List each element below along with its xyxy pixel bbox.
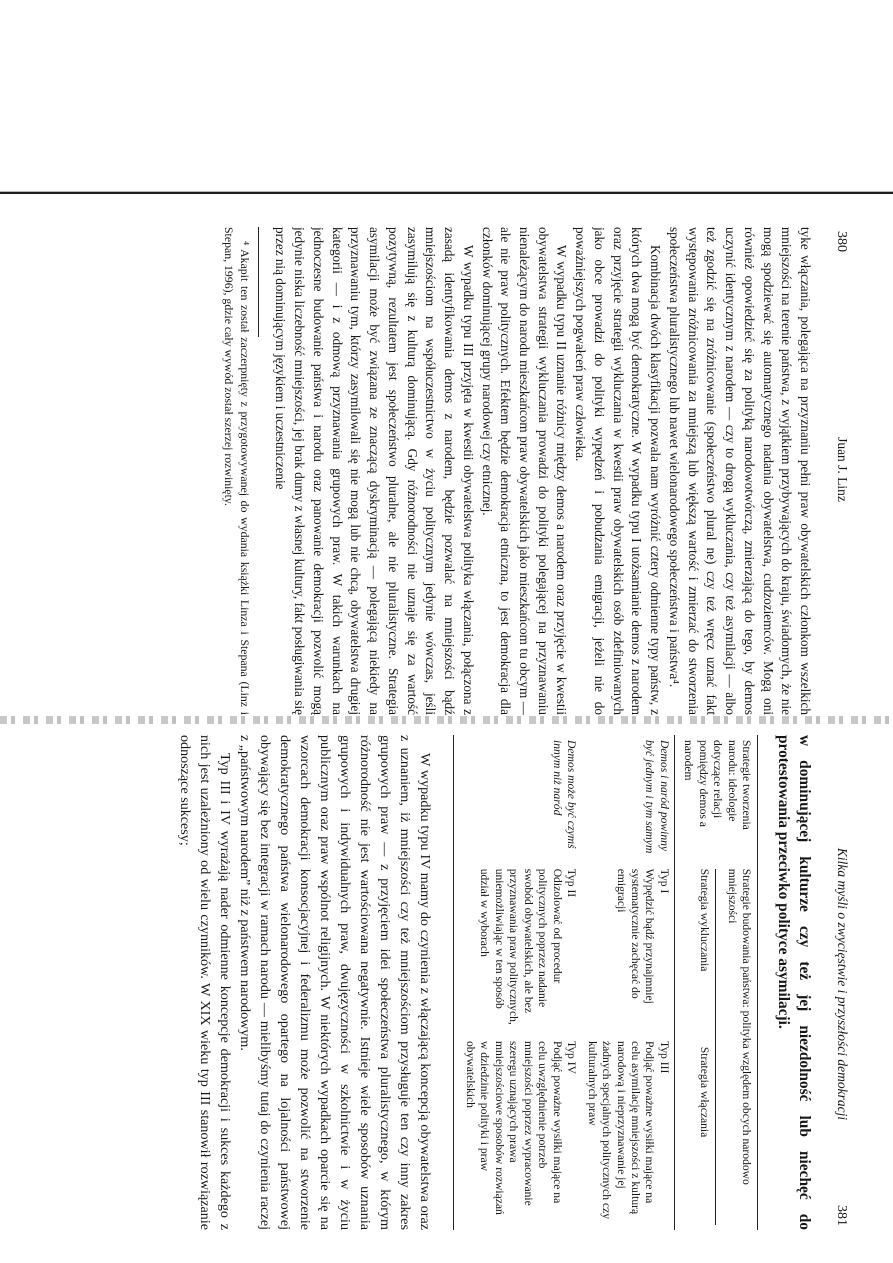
running-head-title: Kilka myśli o zwycięstwie i przyszłości demokracji	[835, 847, 850, 1121]
footnote-rule	[258, 227, 259, 337]
page-number-left: 380	[834, 231, 849, 252]
typ1-text: Wypędzić bądź przynajmniej systematycznie zachęcać do emigracji	[614, 868, 657, 1004]
left-paragraph-2: Kombinacja dwóch klasyfikacji pozwala nam wyróżnić cztery odmienne typy państw, z których dwa mogą być demokratyczne. W wypadku typu I utożsamianie demos z narodem oraz przyjęcie strategii wykluczania w kwestii praw obywatelskich osób zdefiniowanych jako obce prowadzi do polityki wypędzeń i pobudzania emigracji, jeżeli nie do poważniejszych pogwałceń praw człowieka.	[573, 227, 664, 715]
cell-typ-1	[581, 864, 674, 1036]
right-body-text	[175, 735, 435, 1230]
table-row-2	[454, 735, 581, 1230]
left-body-text	[271, 227, 814, 715]
typology-table	[453, 735, 758, 1230]
table-row-1	[581, 735, 674, 1230]
left-paragraph-3: W wypadku typu II uznanie różnicy między demos a narodem oraz przyjęcie w kwestii obywatelstwa strategii wykluczania prowadzi do polityki polegającej na przyznawaniu nienależącym do narodu mieszkańcom praw obywatelskich jako mieszkańcom tu obcym — ale nie praw politycznych. Efektem będzie demokracja etniczna, to jest demokracja dla członków dominującej grupy narodowej czy etnicznej.	[479, 227, 570, 715]
typ3-text: Podjąć poważne wysiłki mające na celu asymilację mniejszości z kulturą narodową i nieprzyznawanie jej żadnych specjalnych politycznych czy kulturalnych praw	[585, 1040, 657, 1219]
cell-typ-2	[454, 864, 581, 1036]
right-paragraph-1: W wypadku typu IV mamy do czynienia z włączającą koncepcją obywatelstwa oraz z uznaniem, iż mniejszości czy też mniejszościom przysługuje ten czy inny zakres grupowych praw — z przyjęciem idei społeczeństwa pluralistycznego, w którym różnorodność nie jest wartościowana negatywnie. Istnieje wiele sposobów uznania grupowych i indywidualnych praw, dwujęzyczności w szkolnictwie i w życiu publicznym oraz praw wspólnot religijnych. W niektórych wypadkach oparcie się na wzorcach demokracji konsocjacyjnej i federalizmu może pozwolić na stworzenie demokratycznego państwa wielonarodowego opartego na lojalności państwowej obywający się bez integracji w ramach narodu — mielibyśmy tutaj do czynienia raczej z „państwowym narodem” niż z państwem narodowym.	[237, 735, 434, 1230]
table-strategy-labels	[697, 869, 716, 1225]
right-page-header	[828, 735, 850, 1230]
page-number-right: 381	[834, 1205, 849, 1226]
typ3-title: Typ III	[657, 1040, 671, 1074]
typ2-text: Odizolować od procedur politycznych poprzez nadanie swobód obywatelskich, ale bez przyznawania praw politycznych, uniemożliwiając w ten sposób udział w wyborach	[478, 868, 564, 1025]
left-page-header	[828, 227, 850, 715]
left-paragraph-4: W wypadku typu III przyjęta w kwestii obywatelstwa polityka włączania, połączona z zasadą identyfikowania demos z narodem, będzie pozwalać na mniejszości bądź mniejszościom na współuczestnictwo w życiu politycznym jedynie wówczas, jeśli zasymilują się z kulturą dominującą. Gdy różnorodności nie uznaje się za wartość pozytywną, rezultatem jest społeczeństwo pluralne, ale nie pluralistyczne. Strategia asymilacji może być związana ze znaczącą dyskryminacją — polegającą niekiedy na przyznawaniu tym, którzy zasymilowali się nie mogą lub nie chcą, obywatelstwa drugiej kategorii — i z odmową przyznawania grupowych praw. W takich warunkach na jednoczesne budowanie państwa i narodu oraz panowanie demokracji pozwolić mogą jedynie niska liczebność mniejszości, jej brak dumy z własnej kultury, fakt posługiwania się przez nią dominującym językiem i uczestniczenie	[273, 227, 476, 715]
table-column-header-top: Strategie budowania państwa: polityka względem obcych narodowo mniejszości	[725, 868, 754, 1185]
cell-typ-4	[454, 1036, 581, 1230]
top-scan-rule	[0, 192, 893, 194]
book-gutter-shadow	[0, 716, 893, 724]
left-page	[28, 227, 850, 715]
right-paragraph-2: Typ III i IV wyrażają nader odmienne koncepcje demokracji i sukces każdego z nich jest uzależniony od wielu czynników. W XIX wieku typ III stanowił rozwiązanie odnoszące sukcesy;	[177, 735, 234, 1230]
typ1-title: Typ I	[657, 868, 671, 894]
table-corner-label: Strategie tworzenia narodu: ideologie dotyczące relacji pomiędzy demos a narodem	[674, 735, 757, 864]
row1-head: Demos i naród powinny być jednym i tym samym	[643, 740, 671, 854]
typ2-title: Typ II	[565, 868, 579, 898]
left-paragraph-1: tyke włączania, polegająca na przyznaniu pełni praw obywatelskich członkom wszelkich mniejszości na terenie państwa, z wyjątkiem przybywających do kraju, świadomych, że nie mogą spodziewać się automatycznego nadania obywatelstwa, cudzoziemców. Mogą oni również opowiedzieć się za polityką narodowotwórczą, zmierzającą do tego, by demos uczynić identycznym z narodem — czy to drogą wykluczania, czy też asymilacji — albo też zgodzić się na zróżnicowanie (społeczeństwo plural ne) czy też wręcz uznać fakt występowania zróżnicowania za mniejszą lub większą wartość i zmierzać do stworzenia społeczeństwa pluralistycznego lub nawet wielonarodowego społeczeństwa i państwa⁴.	[666, 227, 813, 715]
right-page	[28, 735, 850, 1230]
cell-typ-3	[581, 1036, 674, 1230]
typology-header-row	[674, 735, 757, 1230]
typ4-text: Podjąć poważne wysiłki mające na celu uwzględnienie potrzeb mniejszości poprzez wypracowanie szeregu uznających prawa mniejszościowe sposobów rozwiązań w dziedzinie polityki i praw obywatelskich	[463, 1040, 564, 1215]
right-lead-text: w dominującej kulturze czy też jej niezdolność lub niechęć do protestowania przeciwko polityce asymilacji.	[775, 735, 813, 1230]
col-inclusion-label: Strategia włączania	[698, 1046, 712, 1138]
row2-head: Demos może być czymś innym niż naród	[454, 735, 581, 864]
running-head-author: Juan J. Linz	[835, 437, 850, 502]
typ4-title: Typ IV	[565, 1040, 579, 1074]
footnote-4: ⁴ Akapit ten został zaczerpnięty z przygotowywanej do wydania książki Linza i Stepana (Linz i Stepan, 1996), gdzie cały wywód został szerzej rozwinięty.	[221, 227, 252, 715]
table-column-header	[674, 864, 757, 1230]
col-exclusion-label: Strategia wykluczania	[698, 868, 712, 972]
